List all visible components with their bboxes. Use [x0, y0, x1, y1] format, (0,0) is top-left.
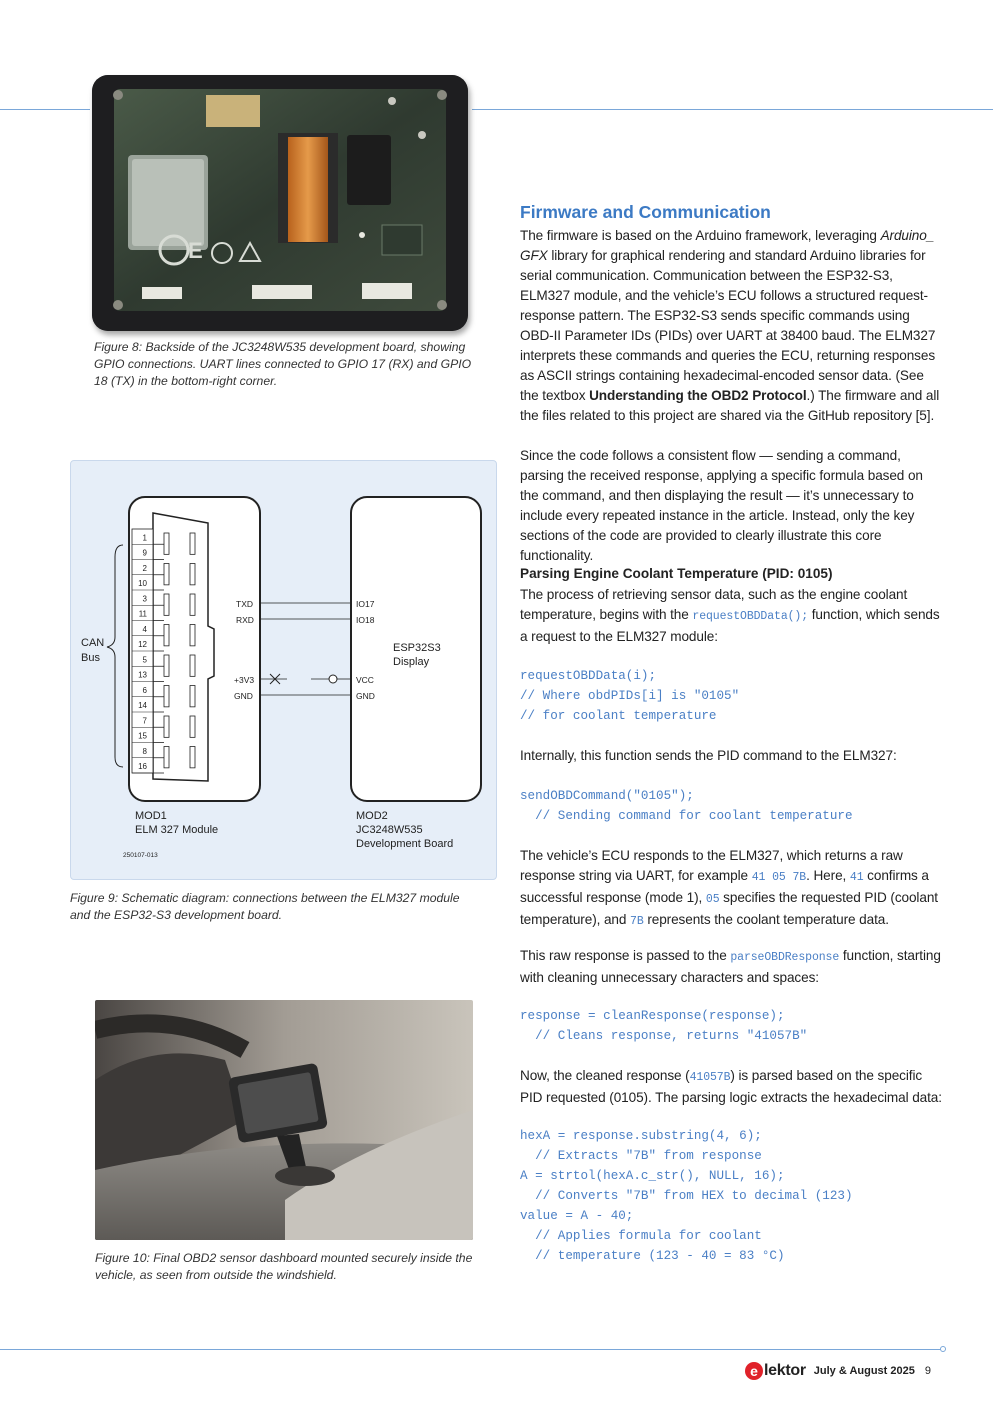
- page-number: 9: [924, 1365, 931, 1377]
- code-block-3: response = cleanResponse(response); // Cleans response, returns "41057B": [520, 1009, 808, 1043]
- svg-text:E: E: [188, 238, 203, 263]
- pin-number: 15: [138, 731, 147, 741]
- pin-number: 10: [138, 579, 147, 588]
- mod2-label: MOD2: [356, 810, 388, 822]
- figure-10-caption: Figure 10: Final OBD2 sensor dashboard mounted securely inside the vehicle, as seen from outside the windshield.: [95, 1251, 473, 1282]
- pin-number: 12: [138, 640, 147, 649]
- pin-number: 16: [138, 762, 147, 771]
- mod2-desc-2: Development Board: [356, 838, 454, 850]
- schematic-ref: 250107-013: [123, 852, 158, 859]
- paragraph-4: Internally, this function sends the PID command to the ELM327:: [520, 748, 897, 763]
- pin-contact: [190, 716, 195, 737]
- section-heading: Firmware and Communication: [520, 202, 771, 222]
- mod1-label: MOD1: [135, 810, 167, 822]
- sig-rxd: RXD: [236, 615, 254, 625]
- pin-number: 2: [142, 563, 147, 573]
- paragraph-6: This raw response is passed to the parseOBDResponse function, starting with cleaning unnecessary characters and spaces:: [520, 948, 941, 985]
- pin-number: 14: [138, 701, 147, 710]
- top-rule-right: [472, 109, 993, 110]
- code-block-4: hexA = response.substring(4, 6); // Extracts "7B" from response A = strtol(hexA.c_str(), NULL, 16); // Converts "7B" from HEX to decimal (123) value = A - 40; // Applies formula for coolant // temperature (123 - 40 = 83 °C): [520, 1129, 853, 1263]
- paragraph-3: The process of retrieving sensor data, such as the engine coolant temperature, begins with the requestOBDData(); function, which sends a request to the ELM327 module:: [520, 587, 940, 644]
- pin-number: 4: [142, 624, 147, 634]
- pin-contact: [164, 716, 169, 737]
- pin-contact: [164, 564, 169, 585]
- sig-io17: IO17: [356, 599, 375, 609]
- bottom-rule-dot: [940, 1346, 946, 1352]
- can-label-1: CAN: [81, 637, 105, 649]
- pin-contact: [190, 533, 195, 554]
- sig-txd: TXD: [236, 599, 253, 609]
- pin-contact: [190, 655, 195, 676]
- mod2-desc: JC3248W535: [356, 824, 423, 836]
- can-label-2: Bus: [81, 652, 100, 664]
- elektor-logo-word: lektor: [764, 1362, 806, 1379]
- issue-date: July & August 2025: [813, 1365, 915, 1377]
- schematic-diagram: [70, 460, 497, 880]
- pin-contact: [190, 686, 195, 707]
- sig-io18: IO18: [356, 615, 375, 625]
- pin-contact: [164, 625, 169, 646]
- pin-contact: [164, 747, 169, 768]
- paragraph-1: The firmware is based on the Arduino framework, leveraging Arduino_ GFX library for graphical rendering and standard Arduino libraries for serial communication. Communication between the ESP32-S3, ELM327 module, and the vehicle’s ECU follows a structured request-response pattern. The ESP32-S3 sends specific commands using OBD-II Parameter IDs (PIDs) over UART at 38400 baud. The ELM327 interprets these commands and queries the ECU, returning responses as ASCII strings containing hexadecimal-encoded sensor data. (See the textbox Understanding the OBD2 Protocol.) The firmware and all the files related to this project are shared via the GitHub repository [5].: [520, 228, 940, 423]
- pin-number: 3: [142, 594, 147, 604]
- pin-number: 8: [142, 746, 147, 756]
- paragraph-2: Since the code follows a consistent flow — sending a command, parsing the received response, applying a specific formula based on the command, and then displaying the result — it’s unnecessary to include every repeated instance in the article. Instead, only the key sections of the code are provided to clearly illustrate this core functionality.: [520, 448, 923, 563]
- pin-contact: [190, 625, 195, 646]
- page-footer: [745, 1361, 931, 1381]
- pin-contact: [164, 594, 169, 615]
- esp-label-1: ESP32S3: [393, 642, 441, 654]
- sig-3v3: +3V3: [234, 675, 255, 685]
- pin-number: 9: [142, 548, 147, 558]
- car-dashboard-photo: [95, 1000, 473, 1240]
- pin-number: 5: [142, 655, 147, 665]
- board-backside-photo: [92, 75, 468, 331]
- elektor-logo: [745, 1362, 806, 1380]
- pin-contact: [164, 655, 169, 676]
- elektor-logo-mark: e: [745, 1362, 763, 1380]
- pin-number: 1: [142, 533, 147, 543]
- sig-gnd-r: GND: [356, 691, 375, 701]
- code-block-2: sendOBDCommand("0105"); // Sending command for coolant temperature: [520, 789, 853, 823]
- pin-contact: [164, 533, 169, 554]
- paragraph-5: The vehicle’s ECU responds to the ELM327, which returns a raw response string via UART, for example 41 05 7B. Here, 41 confirms a successful response (mode 1), 05 specifies the requested PID (coolant temperature), and 7B represents the coolant temperature data.: [520, 848, 938, 928]
- pin-contact: [190, 594, 195, 615]
- pin-number: 11: [138, 609, 147, 619]
- pin-contact: [190, 564, 195, 585]
- subsection-heading: Parsing Engine Coolant Temperature (PID: 0105): [520, 566, 833, 581]
- sig-gnd-l: GND: [234, 691, 253, 701]
- bottom-rule: [0, 1349, 943, 1350]
- figure-8-caption: Figure 8: Backside of the JC3248W535 development board, showing GPIO connections. UART lines connected to GPIO 17 (RX) and GPIO 18 (TX) in the bottom-right corner.: [94, 340, 472, 388]
- figure-9-caption: Figure 9: Schematic diagram: connections between the ELM327 module and the ESP32-S3 development board.: [70, 891, 460, 922]
- top-rule-left: [0, 109, 90, 110]
- paragraph-7: Now, the cleaned response (41057B) is parsed based on the specific PID requested (0105). The parsing logic extracts the hexadecimal data:: [520, 1068, 942, 1105]
- pin-number: 13: [138, 670, 147, 680]
- esp-label-2: Display: [393, 656, 430, 668]
- code-block-1: requestOBDData(i); // Where obdPIDs[i] is "0105" // for coolant temperature: [520, 669, 740, 723]
- sig-vcc: VCC: [356, 675, 374, 685]
- mod1-desc: ELM 327 Module: [135, 824, 219, 836]
- pin-contact: [164, 686, 169, 707]
- pin-contact: [190, 747, 195, 768]
- pin-number: 7: [142, 716, 147, 726]
- pin-number: 6: [142, 685, 147, 695]
